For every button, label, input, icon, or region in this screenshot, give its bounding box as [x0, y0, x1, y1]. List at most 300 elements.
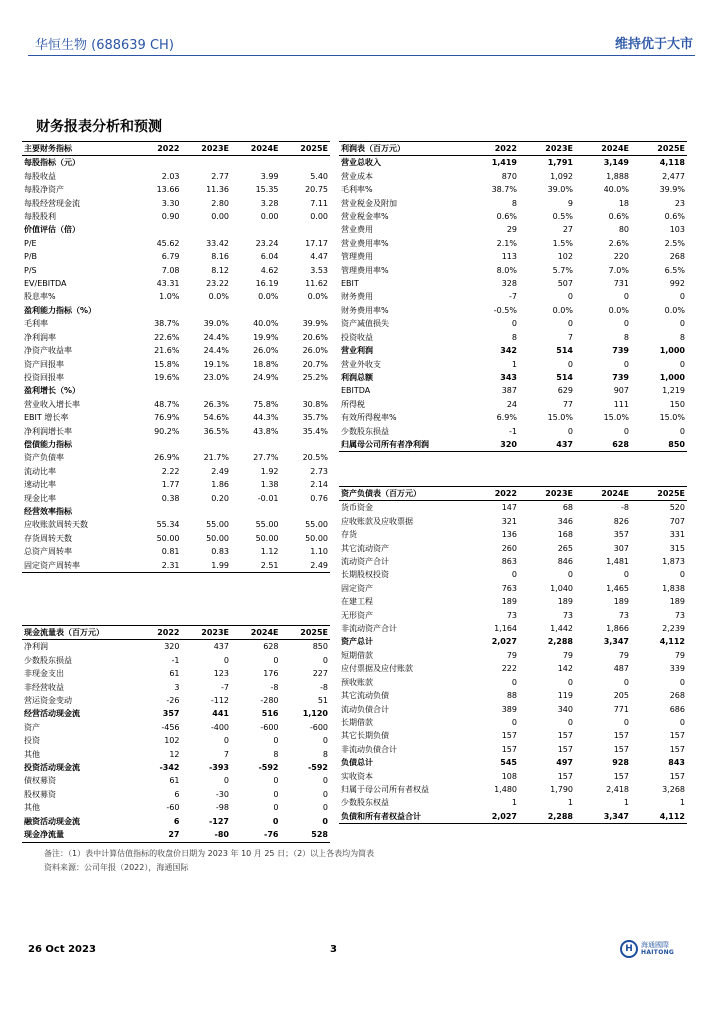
row-label: 现金净流量	[22, 828, 132, 842]
table-row	[22, 331, 330, 344]
cell-value: 1,000	[659, 346, 685, 356]
cell-value: 189	[557, 597, 573, 607]
cell-value: 157	[557, 771, 573, 781]
cell-value	[231, 304, 281, 317]
cell-value: 520	[669, 503, 685, 513]
cell-value: 342	[500, 346, 517, 356]
cell-value: 157	[669, 731, 685, 741]
table-row	[22, 505, 330, 518]
cell-value: -8	[270, 682, 279, 692]
cell-value: 1.86	[211, 480, 229, 490]
cell-value: 21.6%	[154, 346, 180, 356]
cell-value: 8.12	[211, 265, 229, 275]
row-label: 其他	[24, 749, 40, 759]
cell-value: 3.53	[310, 265, 328, 275]
table-title: 利润表（百万元）	[339, 142, 463, 156]
row-label: 现金比率	[24, 493, 56, 503]
column-header: 2023E	[182, 142, 232, 156]
cell-value: 27	[562, 225, 573, 235]
cell-value: 0	[567, 292, 573, 302]
table-row	[22, 761, 330, 774]
row-label: 资产负债率	[24, 453, 64, 463]
cell-value	[182, 223, 232, 236]
cell-value: 75.8%	[253, 399, 279, 409]
cell-value: 157	[501, 744, 517, 754]
row-label: 营业税金及附加	[341, 198, 397, 208]
cell-value: 76.9%	[154, 413, 180, 423]
cell-value: 23	[674, 198, 685, 208]
cell-value: 0.0%	[307, 292, 328, 302]
cell-value	[231, 156, 281, 170]
cell-value: 0	[679, 292, 685, 302]
cell-value: 73	[618, 610, 629, 620]
table-row	[339, 796, 687, 809]
cell-value: 0	[679, 570, 685, 580]
cell-value: 79	[618, 650, 629, 660]
row-label: 资产	[24, 722, 40, 732]
balance-sheet-table	[339, 486, 687, 824]
table-row	[339, 250, 687, 263]
cell-value: 0	[322, 803, 328, 813]
cell-value: 0	[567, 570, 573, 580]
cell-value: 79	[562, 650, 573, 660]
cell-value: 123	[213, 669, 229, 679]
cell-value: 320	[463, 438, 519, 452]
cell-value: 2,027	[463, 810, 519, 824]
footer-date: 26 Oct 2023	[28, 944, 96, 955]
row-label: 存货周转天数	[24, 533, 72, 543]
cell-value: 15.0%	[547, 413, 573, 423]
cell-value: 73	[562, 610, 573, 620]
cell-value: 0	[511, 677, 517, 687]
cell-value: 2.1%	[496, 238, 517, 248]
cell-value: -600	[309, 722, 328, 732]
cell-value: 3.30	[161, 198, 180, 208]
table-row	[339, 237, 687, 250]
cell-value: -280	[260, 696, 279, 706]
cell-value: 265	[557, 543, 573, 553]
row-label: 利润总额	[341, 372, 373, 382]
cell-value: 739	[612, 346, 629, 356]
cell-value: 628	[575, 438, 631, 452]
table-row	[22, 398, 330, 411]
cell-value: 0	[623, 717, 629, 727]
cell-value: 29	[506, 225, 517, 235]
cell-value: -8	[621, 503, 629, 513]
cell-value: 23.22	[206, 279, 229, 289]
cell-value	[231, 438, 281, 451]
cell-value: 850	[631, 438, 687, 452]
row-label: 债权募资	[24, 776, 56, 786]
table-row	[339, 582, 687, 595]
row-label: 有效所得税率%	[341, 413, 397, 423]
column-header: 2024E	[231, 626, 281, 640]
cell-value: 9	[567, 198, 573, 208]
cell-value: 0.6%	[664, 212, 685, 222]
haitong-logo	[620, 940, 674, 958]
cell-value	[231, 223, 281, 236]
cell-value: -7	[221, 682, 229, 692]
cell-value: 27	[132, 828, 182, 842]
cell-value: 0.0%	[258, 292, 279, 302]
cell-value: 0	[623, 292, 629, 302]
cell-value: 13.66	[156, 185, 180, 195]
table-header-row	[22, 626, 330, 640]
cell-value: 12	[169, 749, 180, 759]
header-company: 华恒生物 (688639 CH)	[35, 38, 174, 53]
cell-value	[281, 505, 331, 518]
table-row	[339, 783, 687, 796]
cell-value: 6.9%	[496, 413, 517, 423]
cell-value	[182, 304, 232, 317]
table-row	[22, 156, 330, 170]
row-label: 资产总计	[341, 637, 373, 647]
row-label: 其它长期负债	[341, 731, 389, 741]
cell-value: 7	[567, 332, 573, 342]
cell-value: 36.5%	[203, 426, 229, 436]
cell-value	[281, 438, 331, 451]
row-label: 负债和所有者权益合计	[339, 810, 463, 824]
cash-flow-table	[22, 625, 330, 843]
table-row	[22, 801, 330, 814]
row-label: 非经营收益	[24, 682, 64, 692]
row-label: 其它流动负债	[341, 691, 389, 701]
row-label: 管理费用率%	[341, 265, 389, 275]
row-label: 货币资金	[341, 503, 373, 513]
logo-en-text: HAITONG	[641, 949, 675, 956]
cell-value: 0.0%	[608, 305, 629, 315]
table-row	[22, 532, 330, 545]
cell-value: 38.7%	[491, 185, 517, 195]
cell-value: 0	[273, 776, 279, 786]
cell-value: 0	[223, 655, 229, 665]
row-label: 在建工程	[341, 597, 373, 607]
row-label: 财务费用率%	[341, 305, 389, 315]
table-row	[339, 542, 687, 555]
row-label: 流动比率	[24, 466, 56, 476]
cell-value: 19.6%	[154, 372, 180, 382]
column-header: 2024E	[231, 142, 281, 156]
table-row	[339, 703, 687, 716]
cell-value: 1	[567, 798, 573, 808]
cell-value: 0.76	[310, 493, 328, 503]
row-label: 应付票据及应付账款	[341, 664, 413, 674]
cell-value: 826	[613, 516, 629, 526]
cell-value: 389	[501, 704, 517, 714]
cell-value: 50.00	[156, 533, 180, 543]
table-row	[339, 264, 687, 277]
table-row	[22, 545, 330, 558]
cell-value: 6	[173, 816, 180, 826]
table-row	[339, 635, 687, 648]
table-row	[339, 501, 687, 515]
column-header: 2022	[132, 626, 182, 640]
table-header-row	[339, 487, 687, 501]
table-row	[339, 568, 687, 581]
cell-value: 0	[511, 570, 517, 580]
table-row	[22, 492, 330, 505]
cell-value: 5.7%	[552, 265, 573, 275]
table-row	[22, 344, 330, 357]
cell-value: 15.0%	[659, 413, 685, 423]
cell-value: 0.0%	[664, 305, 685, 315]
table-row	[339, 183, 687, 196]
cell-value: 1,219	[662, 386, 685, 396]
table-row	[339, 622, 687, 635]
cell-value: 0	[322, 655, 328, 665]
table-header-row	[339, 142, 687, 156]
cell-value: 26.0%	[253, 346, 279, 356]
cell-value: 2.03	[161, 171, 180, 181]
row-label: 管理费用	[341, 252, 373, 262]
cell-value: 168	[557, 530, 573, 540]
cell-value: 0	[567, 677, 573, 687]
table-row	[339, 609, 687, 622]
cell-value: 2.73	[310, 466, 328, 476]
cell-value: 24.9%	[253, 372, 279, 382]
source-note: 资料来源：公司年报（2022），海通国际	[44, 863, 189, 872]
table-row	[22, 774, 330, 787]
cell-value: 4,112	[631, 810, 687, 824]
table-row	[22, 640, 330, 654]
cell-value: 441	[212, 709, 229, 719]
cell-value: 731	[613, 279, 629, 289]
cell-value: 61	[169, 669, 180, 679]
row-label: 偿债能力指标	[24, 439, 72, 449]
row-label: 每股收益	[24, 171, 56, 181]
cell-value: 26.0%	[302, 346, 328, 356]
cell-value: 35.4%	[302, 426, 328, 436]
cell-value: 35.7%	[302, 413, 328, 423]
table-row	[22, 358, 330, 371]
cell-value: 50.00	[305, 533, 328, 543]
row-label: 少数股东损益	[24, 655, 72, 665]
cell-value: 0	[679, 677, 685, 687]
cell-value: 545	[500, 758, 517, 768]
cell-value: 8	[511, 198, 517, 208]
cell-value: 1.5%	[552, 238, 573, 248]
row-label: 每股经营现金流	[24, 198, 80, 208]
table-row	[22, 438, 330, 451]
cell-value: 8.16	[211, 252, 229, 262]
table-row	[22, 237, 330, 250]
cell-value	[132, 505, 182, 518]
table-row	[22, 518, 330, 531]
cell-value	[231, 384, 281, 397]
row-label: 每股净资产	[24, 185, 64, 195]
row-label: EBIT	[341, 279, 359, 289]
row-label: 经营活动现金流	[24, 709, 80, 719]
cell-value: 1,791	[547, 158, 573, 168]
cell-value: 0.20	[211, 493, 229, 503]
cell-value: 0	[679, 426, 685, 436]
cell-value: 1,419	[491, 158, 517, 168]
cell-value: 437	[519, 438, 575, 452]
table-row	[339, 770, 687, 783]
row-label: 长期股权投资	[341, 570, 389, 580]
cell-value: 514	[556, 346, 573, 356]
table-row	[339, 555, 687, 568]
column-header: 2023E	[519, 487, 575, 501]
cell-value: -1	[509, 426, 517, 436]
row-label: 每股指标（元）	[24, 158, 80, 168]
column-header: 2022	[463, 487, 519, 501]
cell-value: 44.3%	[253, 413, 279, 423]
cell-value: 25.2%	[302, 372, 328, 382]
table-row	[339, 662, 687, 675]
cell-value: -592	[258, 763, 279, 773]
table-row	[339, 411, 687, 424]
income-statement-table	[339, 141, 687, 452]
cell-value: 0.83	[211, 547, 229, 557]
cell-value: 528	[281, 828, 331, 842]
table-row	[339, 197, 687, 210]
cell-value: 39.0%	[547, 185, 573, 195]
cell-value: 7.08	[161, 265, 180, 275]
cell-value: 6.5%	[664, 265, 685, 275]
cell-value: 870	[501, 171, 517, 181]
cell-value: -400	[210, 722, 229, 732]
table-row	[339, 398, 687, 411]
cell-value: 0.00	[211, 212, 229, 222]
cell-value: 43.31	[156, 279, 180, 289]
cell-value	[182, 156, 232, 170]
cell-value: 0	[273, 655, 279, 665]
cell-value: 11.62	[305, 279, 328, 289]
table-row	[339, 528, 687, 541]
cell-value: -30	[215, 789, 229, 799]
table-row	[339, 210, 687, 223]
cell-value: 0	[567, 319, 573, 329]
cell-value: 6.04	[260, 252, 279, 262]
table-row	[339, 515, 687, 528]
cell-value: 0	[623, 426, 629, 436]
cell-value: 7.11	[310, 198, 328, 208]
cell-value: 0.6%	[496, 212, 517, 222]
cell-value: 2.14	[310, 480, 328, 490]
cell-value: 7	[223, 749, 229, 759]
cell-value: 40.0%	[603, 185, 629, 195]
cell-value: 205	[613, 691, 629, 701]
cell-value: 328	[501, 279, 517, 289]
cell-value: -76	[231, 828, 281, 842]
table-row	[22, 465, 330, 478]
cell-value: 307	[613, 543, 629, 553]
cell-value: 1,040	[550, 583, 573, 593]
cell-value: 157	[669, 744, 685, 754]
cell-value: 0	[567, 717, 573, 727]
cell-value: 222	[501, 664, 517, 674]
table-row	[339, 425, 687, 438]
table-row	[339, 743, 687, 756]
row-label: 财务费用	[341, 292, 373, 302]
column-header: 2022	[463, 142, 519, 156]
row-label: 短期借款	[341, 650, 373, 660]
cell-value: 39.0%	[203, 319, 229, 329]
table-row	[22, 371, 330, 384]
column-header: 2023E	[519, 142, 575, 156]
table-row	[339, 317, 687, 330]
row-label: 每股股利	[24, 212, 56, 222]
cell-value	[132, 156, 182, 170]
table-row	[339, 331, 687, 344]
cell-value: 8	[273, 749, 279, 759]
table-row	[22, 559, 330, 573]
table-row	[22, 734, 330, 747]
cell-value: 189	[501, 597, 517, 607]
cell-value: 1,873	[662, 557, 685, 567]
table-row	[339, 689, 687, 702]
cell-value: 108	[501, 771, 517, 781]
cell-value: 0	[623, 319, 629, 329]
table-row	[22, 694, 330, 707]
cell-value: 55.34	[156, 520, 180, 530]
table-header-row	[22, 142, 330, 156]
cell-value: 15.35	[255, 185, 279, 195]
cell-value: -60	[166, 803, 180, 813]
haitong-logo-icon: H	[620, 940, 638, 958]
row-label: 预收账款	[341, 677, 373, 687]
section-title: 财务报表分析和预测	[36, 119, 162, 135]
cell-value: 18.8%	[253, 359, 279, 369]
cell-value: 220	[613, 252, 629, 262]
cell-value	[281, 156, 331, 170]
row-label: 营业费用率%	[341, 238, 389, 248]
cell-value: 0	[322, 776, 328, 786]
table-row	[22, 815, 330, 828]
cell-value: 55.00	[255, 520, 279, 530]
cell-value	[132, 223, 182, 236]
table-row	[22, 210, 330, 223]
cell-value: 1.38	[260, 480, 279, 490]
row-label: 流动负债合计	[341, 704, 389, 714]
cell-value: -112	[210, 696, 229, 706]
row-label: 股权募资	[24, 789, 56, 799]
table-row	[22, 425, 330, 438]
table-row	[22, 264, 330, 277]
cell-value: 24.4%	[203, 346, 229, 356]
table-row	[22, 788, 330, 801]
cell-value: 23.0%	[203, 372, 229, 382]
cell-value: 1,120	[302, 709, 328, 719]
cell-value: 0	[679, 717, 685, 727]
row-label: 营业总收入	[341, 158, 381, 168]
table-note: 备注：（1）表中计算估值指标的收盘价日期为 2023 年 10 月 25 日；（2）以上各表均为简表	[44, 849, 375, 858]
cell-value: -342	[159, 763, 180, 773]
cell-value: 3,347	[603, 637, 629, 647]
cell-value: 3,347	[575, 810, 631, 824]
cell-value: 928	[612, 758, 629, 768]
cell-value	[182, 384, 232, 397]
cell-value: 343	[500, 372, 517, 382]
cell-value: 0	[272, 816, 279, 826]
row-label: 价值评估（倍）	[24, 225, 80, 235]
cell-value: 387	[501, 386, 517, 396]
row-label: 无形资产	[341, 610, 373, 620]
cell-value: 0	[679, 359, 685, 369]
cell-value: 2,239	[662, 624, 685, 634]
cell-value: 102	[164, 736, 180, 746]
row-label: 速动比率	[24, 480, 56, 490]
logo-cn-text: 海通國際	[641, 941, 669, 949]
cell-value: 0	[623, 570, 629, 580]
cell-value: 111	[613, 399, 629, 409]
table-row	[22, 250, 330, 263]
cell-value: 8	[511, 332, 517, 342]
table-row	[22, 654, 330, 667]
row-label: 非流动负债合计	[341, 744, 397, 754]
cell-value: 0	[623, 359, 629, 369]
